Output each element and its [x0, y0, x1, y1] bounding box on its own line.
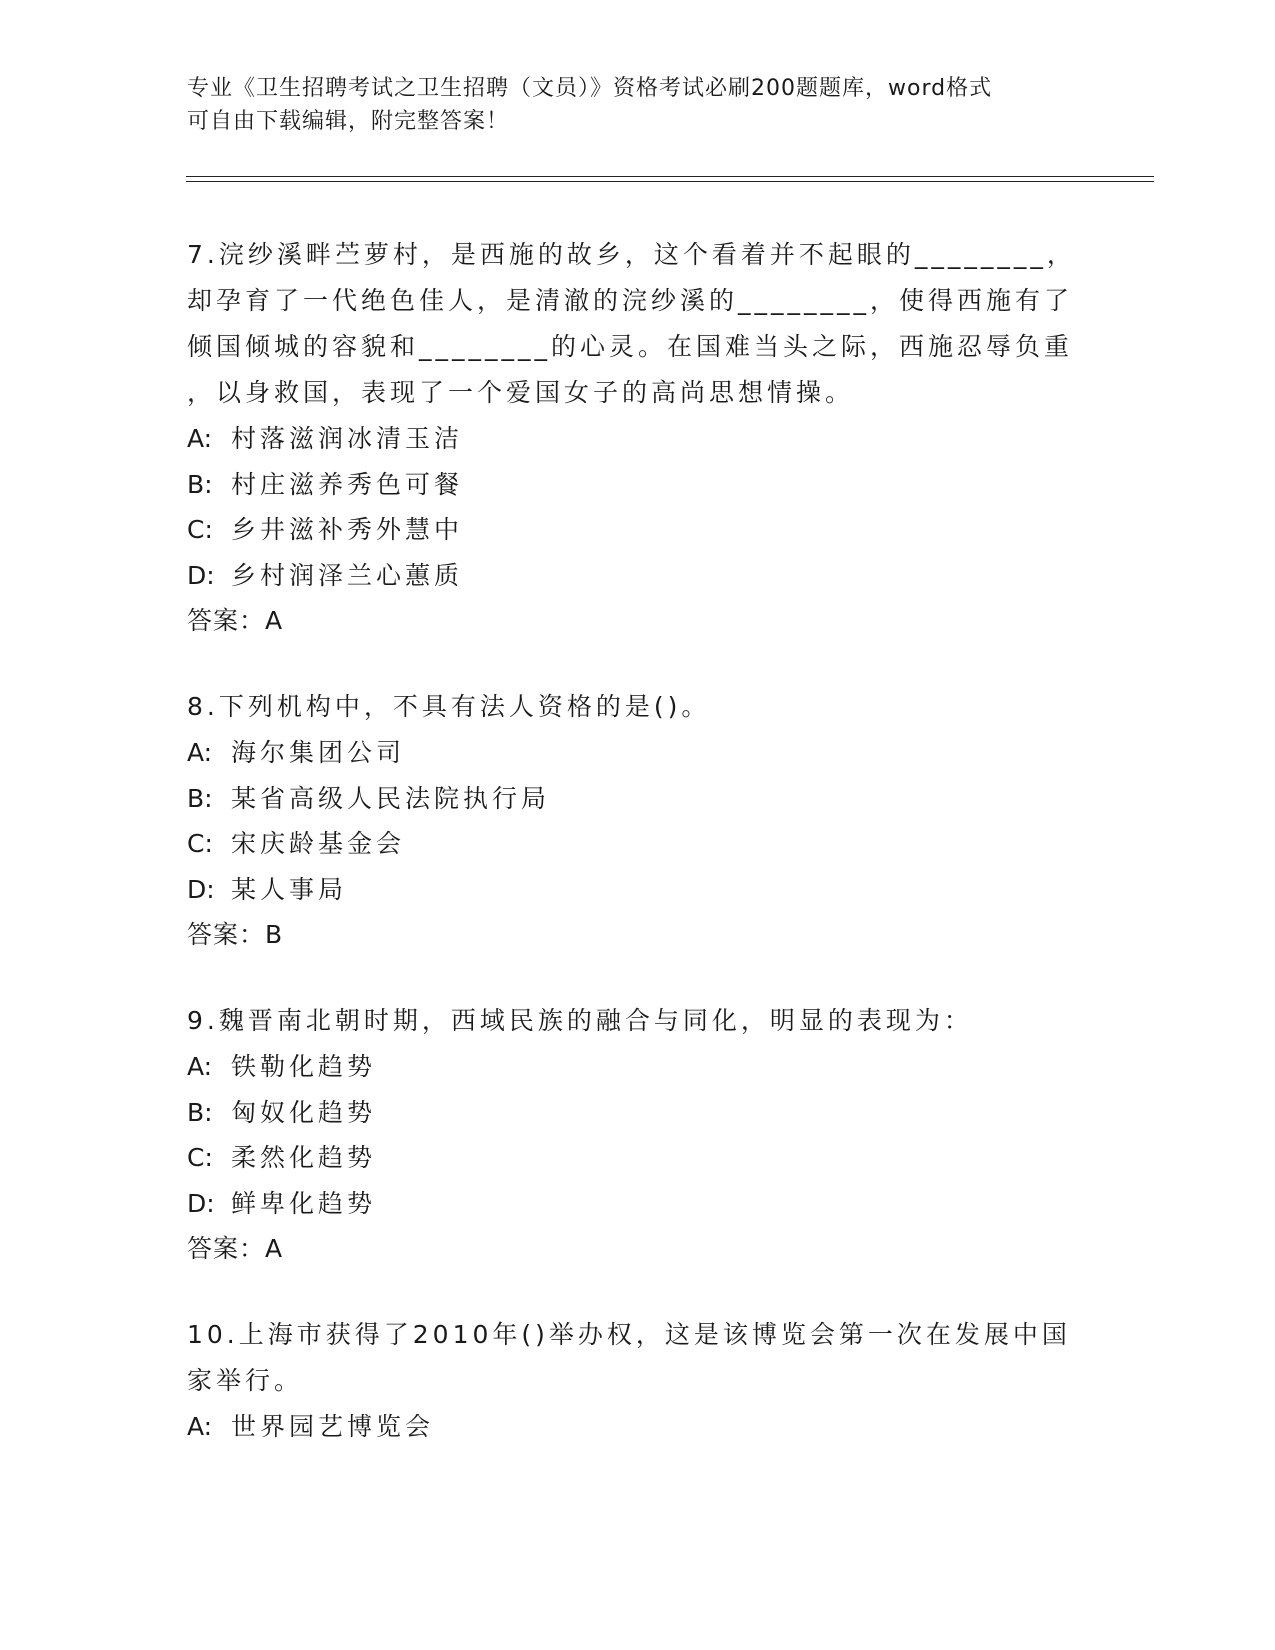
- option-a: [187, 416, 1087, 462]
- question-list: [187, 232, 1087, 1490]
- header-double-rule: [186, 176, 1154, 182]
- answer-line: 答案：B: [187, 920, 284, 949]
- header-line-1: 专业《卫生招聘考试之卫生招聘（文员）》资格考试必刷200题题库，word格式: [187, 76, 993, 101]
- question-stem-line: 家举行。: [187, 1366, 304, 1395]
- option-c: [187, 507, 1087, 553]
- option-text: 鲜卑化趋势: [231, 1188, 377, 1218]
- option-c: [187, 1135, 1087, 1181]
- option-key: A:: [187, 424, 213, 453]
- option-b: [187, 1090, 1087, 1136]
- question-9: [187, 998, 1087, 1272]
- option-text: 匈奴化趋势: [231, 1097, 377, 1127]
- document-header: [187, 72, 1087, 138]
- question-stem-line: ，以身救国，表现了一个爱国女子的高尚思想情操。: [187, 378, 855, 407]
- option-key: A:: [187, 738, 213, 767]
- option-key: C:: [187, 829, 213, 858]
- option-text: 某省高级人民法院执行局: [231, 783, 551, 813]
- option-text: 某人事局: [231, 874, 348, 904]
- option-d: [187, 553, 1087, 599]
- option-text: 世界园艺博览会: [231, 1412, 435, 1441]
- option-key: D:: [187, 560, 215, 590]
- option-text: 村庄滋养秀色可餐: [231, 469, 464, 499]
- option-text: 乡村润泽兰心蕙质: [231, 560, 464, 590]
- option-text: 海尔集团公司: [231, 738, 406, 767]
- option-key: A:: [187, 1052, 213, 1081]
- question-stem-line: 9.魏晋南北朝时期，西域民族的融合与同化，明显的表现为：: [187, 1006, 973, 1035]
- answer-line: 答案：A: [187, 1234, 284, 1263]
- option-a: [187, 1044, 1087, 1090]
- option-key: C:: [187, 1143, 213, 1172]
- answer-line: 答案：A: [187, 606, 284, 635]
- option-a: [187, 1404, 1087, 1450]
- question-stem-line: 却孕育了一代绝色佳人，是清澈的浣纱溪的________，使得西施有了: [187, 286, 1074, 315]
- header-line-2: 可自由下载编辑，附完整答案！: [187, 109, 510, 134]
- option-key: B:: [187, 783, 213, 813]
- question-10: [187, 1312, 1087, 1450]
- option-text: 乡井滋补秀外慧中: [231, 515, 464, 544]
- question-stem-line: 8.下列机构中，不具有法人资格的是()。: [187, 692, 711, 721]
- option-key: B:: [187, 469, 213, 499]
- option-d: [187, 867, 1087, 913]
- question-7: [187, 232, 1087, 644]
- question-8: [187, 684, 1087, 958]
- option-key: C:: [187, 515, 213, 544]
- option-text: 宋庆龄基金会: [231, 829, 406, 858]
- option-key: B:: [187, 1097, 213, 1127]
- option-text: 铁勒化趋势: [231, 1052, 377, 1081]
- question-stem-line: 倾国倾城的容貌和________的心灵。在国难当头之际，西施忍辱负重: [187, 332, 1074, 361]
- option-b: [187, 776, 1087, 822]
- option-text: 柔然化趋势: [231, 1143, 377, 1172]
- option-d: [187, 1181, 1087, 1227]
- option-c: [187, 821, 1087, 867]
- option-text: 村落滋润冰清玉洁: [231, 424, 464, 453]
- option-key: D:: [187, 874, 215, 904]
- option-key: D:: [187, 1188, 215, 1218]
- option-key: A:: [187, 1412, 213, 1441]
- option-a: [187, 730, 1087, 776]
- option-b: [187, 462, 1087, 508]
- question-stem-line: 10.上海市获得了2010年()举办权，这是该博览会第一次在发展中国: [187, 1320, 1071, 1349]
- question-stem-line: 7.浣纱溪畔苎萝村，是西施的故乡，这个看着并不起眼的________，: [187, 240, 1076, 269]
